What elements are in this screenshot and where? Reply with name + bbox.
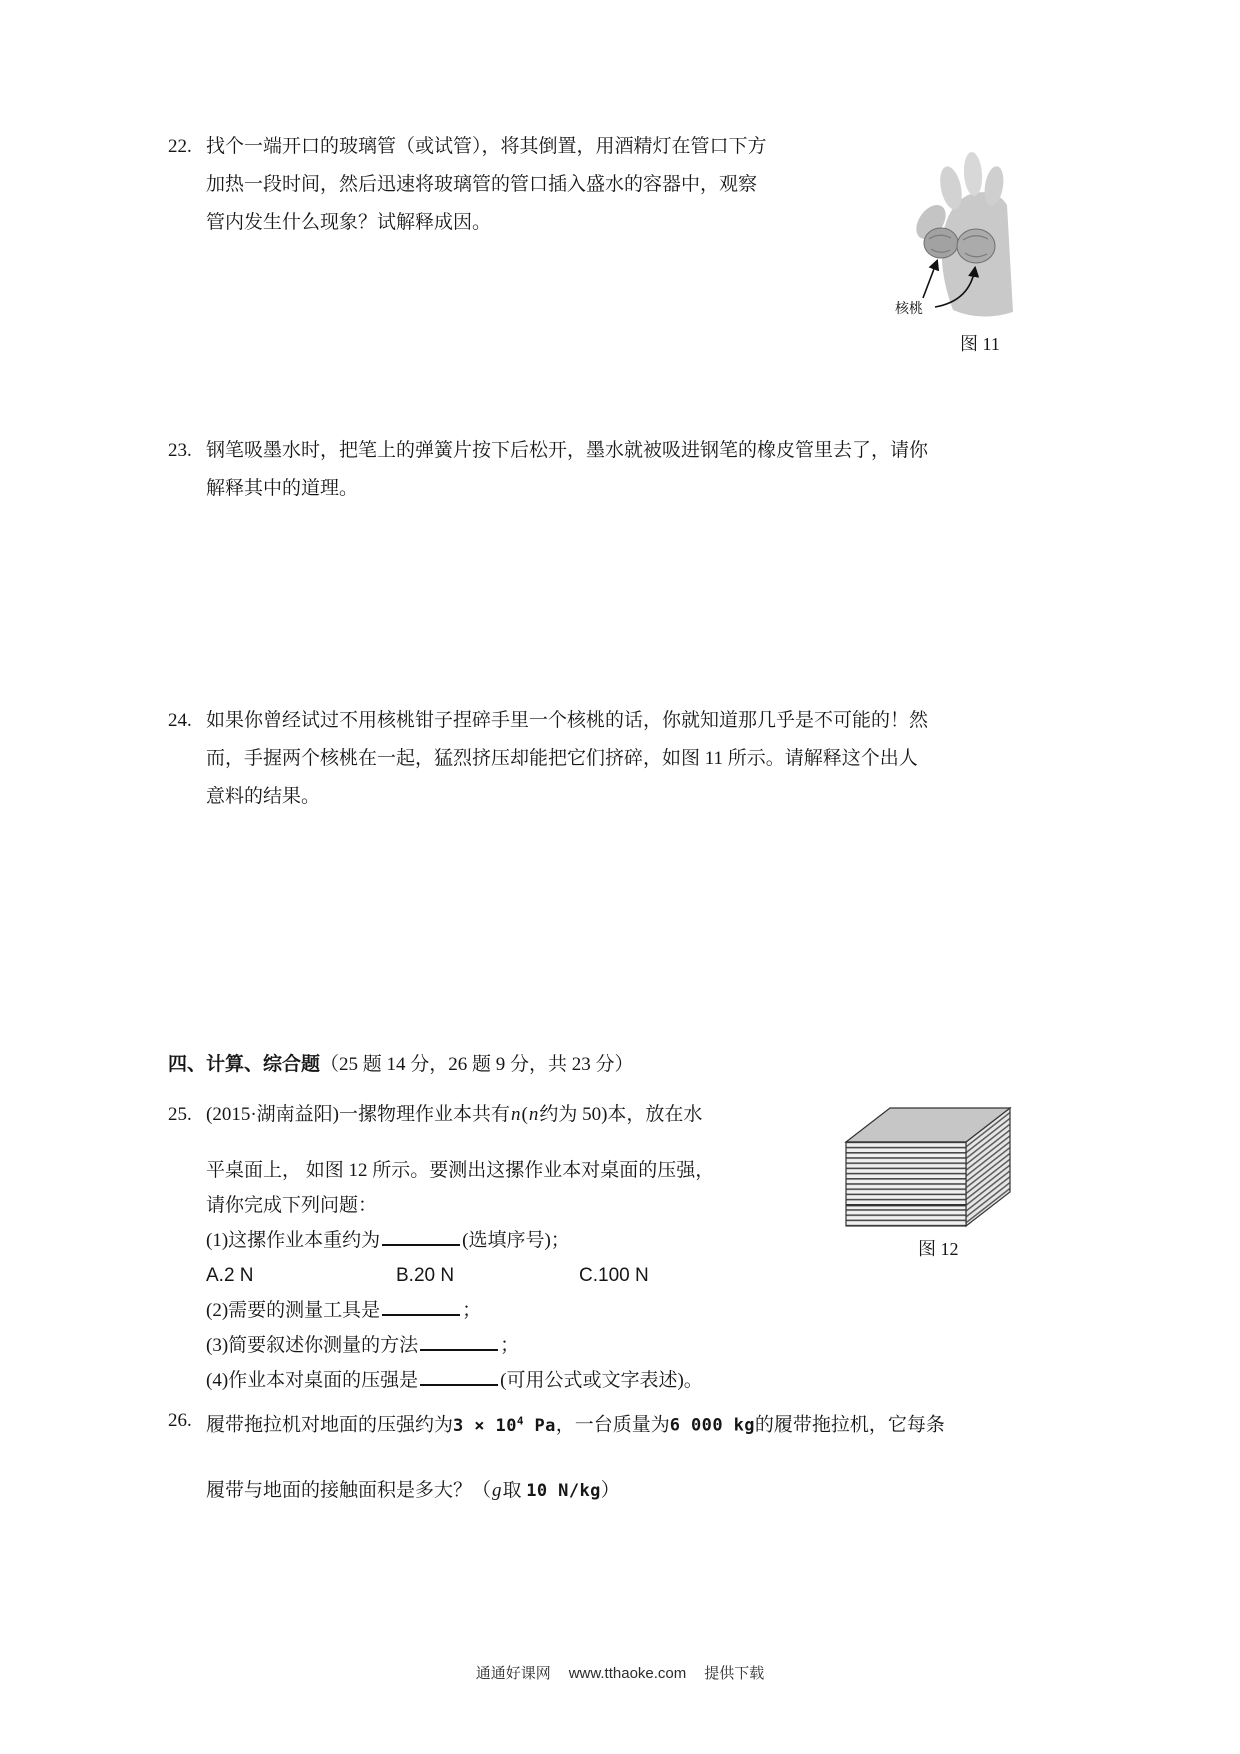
question-text	[206, 1097, 714, 1398]
formula-unit: Pa	[523, 1415, 556, 1436]
variable-n: n	[528, 1104, 539, 1125]
sub-question-1	[206, 1223, 714, 1258]
question-22	[168, 128, 868, 242]
text-line: 请你完成下列问题：	[206, 1195, 378, 1216]
figure-12-caption: 图 12	[918, 1239, 959, 1259]
text-segment: 履带拖拉机对地面的压强约为	[206, 1414, 454, 1436]
mass-value: 6 000 kg	[669, 1415, 755, 1436]
section-header	[168, 1049, 634, 1076]
question-text	[206, 128, 767, 242]
figure-12	[838, 1100, 1018, 1237]
variable-g: g	[492, 1479, 502, 1501]
text-line: 找个一端开口的玻璃管（或试管），将其倒置，用酒精灯在管口下方	[206, 136, 767, 157]
walnut-shape	[957, 229, 995, 263]
question-text	[206, 1402, 945, 1510]
text-line: 意料的结果。	[206, 786, 321, 807]
text-segment: (1)这摞作业本重约为	[206, 1230, 381, 1251]
stack-dark-band	[846, 1204, 966, 1206]
sub-question-4	[206, 1363, 714, 1398]
text-segment: ；	[500, 1335, 520, 1356]
text-line: 钢笔吸墨水时，把笔上的弹簧片按下后松开，墨水就被吸进钢笔的橡皮管里去了，请你	[206, 440, 929, 461]
text-segment: 的履带拖拉机，它每条	[754, 1414, 945, 1436]
footer-url: www.tthaoke.com	[568, 1665, 687, 1682]
question-number: 24.	[168, 710, 192, 731]
text-segment: ；	[462, 1300, 482, 1321]
text-line: 解释其中的道理。	[206, 478, 359, 499]
hand-walnuts-photo	[893, 150, 1015, 322]
text-segment: ）	[600, 1479, 620, 1501]
sub-question-2	[206, 1293, 714, 1328]
walnut-arrow	[923, 261, 937, 298]
question-25	[168, 1097, 828, 1398]
question-23	[168, 432, 998, 508]
text-segment: 约为 50)本，放在水	[539, 1104, 703, 1125]
formula-exponent: 4	[516, 1414, 524, 1427]
text-line: 如果你曾经试过不用核桃钳子捏碎手里一个核桃的话，你就知道那几乎是不可能的！然	[206, 710, 929, 731]
text-line: 平桌面上， 如图 12 所示。要测出这摞作业本对桌面的压强，	[206, 1160, 715, 1181]
finger-shape	[962, 151, 983, 196]
stack-front-face	[846, 1142, 966, 1226]
option-c: C.100 N	[579, 1265, 649, 1286]
question-text	[206, 432, 928, 508]
text-line	[206, 1472, 945, 1510]
text-line: 管内发生什么现象？试解释成因。	[206, 212, 492, 233]
text-segment: (可用公式或文字表述)。	[500, 1370, 703, 1391]
figure-11	[893, 150, 1015, 327]
text-segment: (2)需要的测量工具是	[206, 1300, 381, 1321]
walnut-shape	[924, 228, 958, 258]
question-number: 26.	[168, 1410, 192, 1431]
section-points: （25 题 14 分，26 题 9 分，共 23 分）	[320, 1054, 634, 1075]
page-footer	[0, 1662, 1240, 1683]
text-segment: (2015·湖南益阳)一摞物理作业本共有	[206, 1104, 510, 1125]
options-row	[206, 1258, 714, 1293]
question-26	[168, 1402, 1028, 1510]
option-a: A.2 N	[206, 1265, 254, 1286]
question-number: 25.	[168, 1104, 192, 1125]
figure-11-caption: 图 11	[960, 334, 1000, 354]
text-segment: (选填序号)；	[462, 1230, 570, 1251]
walnut-label: 核桃	[895, 302, 923, 317]
answer-blank	[382, 1301, 460, 1316]
text-segment: 履带与地面的接触面积是多大？（	[206, 1479, 492, 1501]
variable-n: n	[510, 1104, 521, 1125]
footer-note: 提供下载	[704, 1665, 765, 1682]
formula-base: 3 × 10	[453, 1415, 517, 1436]
question-24	[168, 702, 998, 816]
text-segment: (	[521, 1104, 528, 1125]
text-segment: ，一台质量为	[555, 1414, 670, 1436]
answer-blank	[382, 1231, 460, 1246]
notebook-stack-image	[838, 1100, 1018, 1232]
question-text	[206, 702, 928, 816]
question-number: 22.	[168, 136, 192, 157]
question-number: 23.	[168, 440, 192, 461]
text-line	[206, 1097, 714, 1132]
text-segment: (3)简要叙述你测量的方法	[206, 1335, 419, 1356]
section-title: 四、计算、综合题	[168, 1054, 321, 1075]
footer-site-name: 通通好课网	[475, 1665, 551, 1682]
answer-blank	[420, 1336, 498, 1351]
text-line	[206, 1402, 945, 1445]
g-value: 10 N/kg	[526, 1480, 601, 1501]
sub-question-3	[206, 1328, 714, 1363]
text-line: 而，手握两个核桃在一起，猛烈挤压却能把它们挤碎，如图 11 所示。请解释这个出人	[206, 748, 918, 769]
text-segment: 取	[502, 1479, 527, 1501]
text-segment: (4)作业本对桌面的压强是	[206, 1370, 419, 1391]
pressure-value	[453, 1416, 556, 1436]
option-b: B.20 N	[396, 1265, 455, 1286]
answer-blank	[420, 1371, 498, 1386]
text-line: 加热一段时间，然后迅速将玻璃管的管口插入盛水的容器中，观察	[206, 174, 758, 195]
